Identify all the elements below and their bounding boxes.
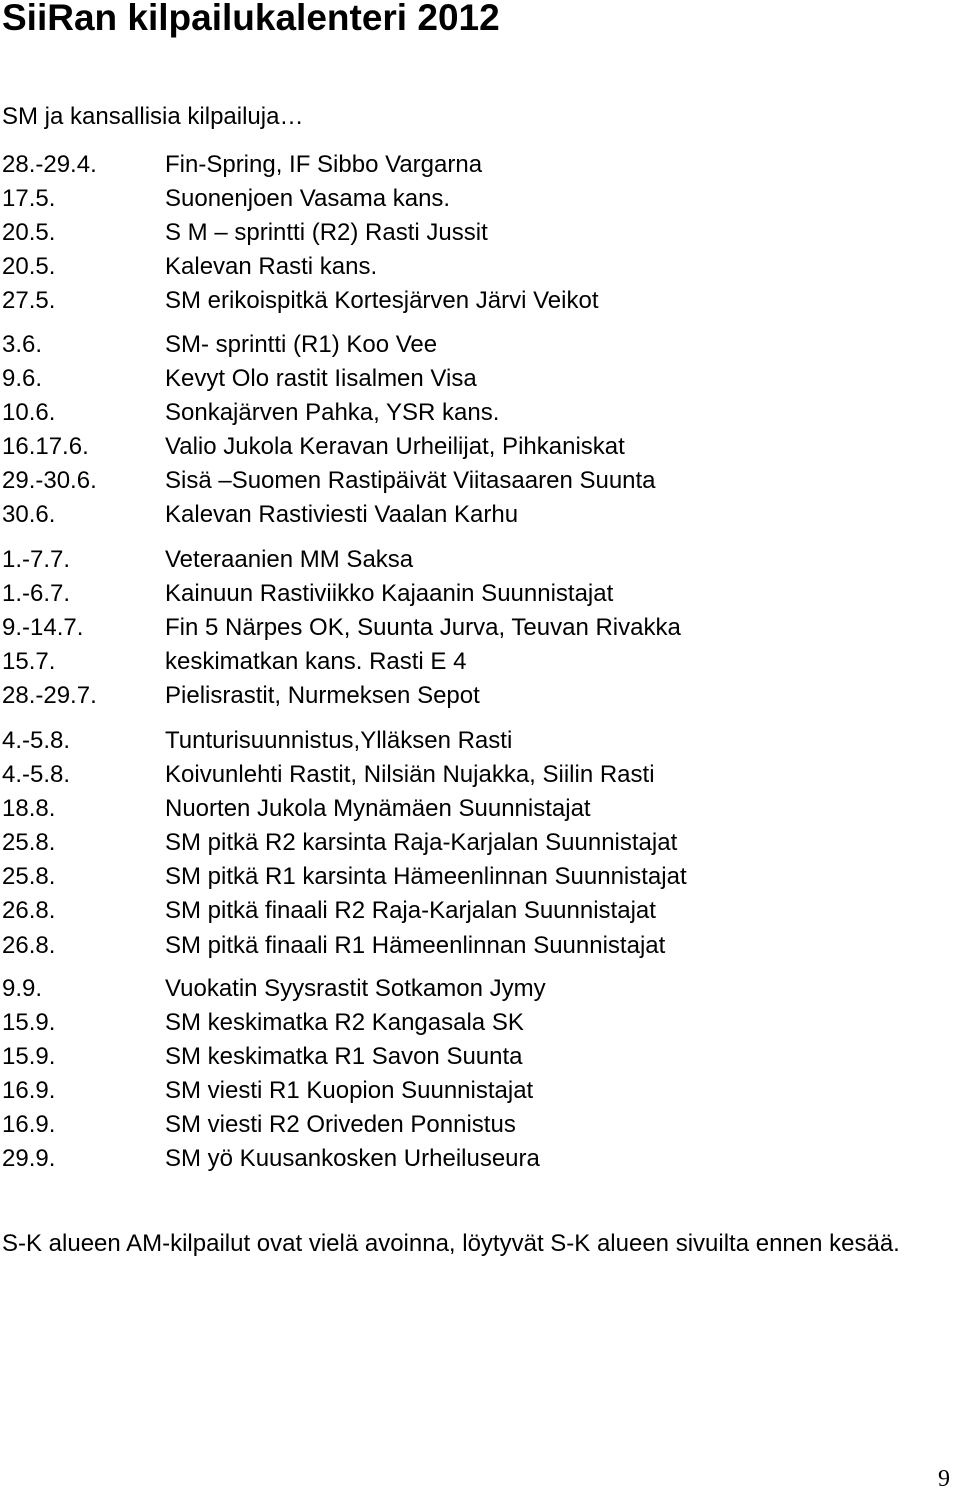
event-name: SM pitkä R2 karsinta Raja-Karjalan Suunnistajat (165, 829, 678, 857)
event-name: SM keskimatka R2 Kangasala SK (165, 1009, 524, 1037)
event-date: 9.9. (2, 975, 43, 1002)
event-date: 10.6. (2, 399, 56, 427)
event-name: SM yö Kuusankosken Urheiluseura (165, 1145, 540, 1173)
event-date: 28.-29.7. (2, 682, 97, 710)
event-name: SM erikoispitkä Kortesjärven Järvi Veikot (165, 287, 599, 315)
event-date: 25.8. (2, 863, 56, 891)
event-date: 16.17.6. (2, 433, 89, 461)
event-name: SM pitkä finaali R2 Raja-Karjalan Suunnistajat (165, 897, 656, 925)
page-number: 9 (938, 1466, 950, 1492)
event-date: 20.5. (2, 219, 56, 247)
event-date: 20.5. (2, 253, 56, 281)
event-name: Kevyt Olo rastit Iisalmen Visa (165, 365, 477, 393)
event-name: Kalevan Rasti kans. (165, 253, 378, 281)
event-name: Suonenjoen Vasama kans. (165, 185, 451, 213)
intro-text: SM ja kansallisia kilpailuja… (2, 103, 304, 130)
event-date: 26.8. (2, 897, 56, 925)
event-name: Sonkajärven Pahka, YSR kans. (165, 399, 500, 427)
event-name: SM viesti R1 Kuopion Suunnistajat (165, 1077, 534, 1105)
event-date: 30.6. (2, 501, 56, 529)
event-name: Fin-Spring, IF Sibbo Vargarna (165, 151, 483, 178)
event-name: SM pitkä R1 karsinta Hämeenlinnan Suunnistajat (165, 863, 687, 891)
event-name: Fin 5 Närpes OK, Suunta Jurva, Teuvan Rivakka (165, 614, 681, 642)
event-date: 9.-14.7. (2, 614, 84, 642)
event-name: Valio Jukola Keravan Urheilijat, Pihkaniskat (165, 433, 625, 461)
event-name: SM viesti R2 Oriveden Ponnistus (165, 1111, 516, 1139)
event-name: Kainuun Rastiviikko Kajaanin Suunnistajat (165, 580, 614, 608)
event-date: 18.8. (2, 795, 56, 823)
event-name: Vuokatin Syysrastit Sotkamon Jymy (165, 975, 546, 1002)
event-name: Tunturisuunnistus,Ylläksen Rasti (165, 727, 513, 754)
event-date: 15.9. (2, 1043, 56, 1071)
event-date: 1.-6.7. (2, 580, 71, 608)
event-date: 15.7. (2, 648, 56, 676)
event-name: SM- sprintti (R1) Koo Vee (165, 331, 438, 358)
event-date: 16.9. (2, 1077, 56, 1105)
event-name: Pielisrastit, Nurmeksen Sepot (165, 682, 480, 710)
event-date: 16.9. (2, 1111, 56, 1139)
event-date: 9.6. (2, 365, 43, 393)
event-date: 17.5. (2, 185, 56, 213)
event-date: 27.5. (2, 287, 56, 315)
footer-note: S-K alueen AM-kilpailut ovat vielä avoinna, löytyvät S-K alueen sivuilta ennen kesää. (2, 1230, 900, 1257)
event-date: 4.-5.8. (2, 727, 71, 754)
event-date: 1.-7.7. (2, 546, 71, 573)
event-name: SM pitkä finaali R1 Hämeenlinnan Suunnistajat (165, 931, 666, 959)
event-name: Nuorten Jukola Mynämäen Suunnistajat (165, 795, 591, 823)
event-date: 26.8. (2, 931, 56, 959)
event-name: S M – sprintti (R2) Rasti Jussit (165, 219, 488, 247)
event-date: 4.-5.8. (2, 761, 71, 789)
event-date: 29.-30.6. (2, 467, 97, 495)
event-date: 3.6. (2, 331, 43, 358)
page-title: SiiRan kilpailukalenteri 2012 (2, 0, 500, 38)
event-date: 15.9. (2, 1009, 56, 1037)
event-name: SM keskimatka R1 Savon Suunta (165, 1043, 523, 1071)
event-name: keskimatkan kans. Rasti E 4 (165, 648, 467, 676)
event-name: Kalevan Rastiviesti Vaalan Karhu (165, 501, 519, 529)
event-date: 29.9. (2, 1145, 56, 1173)
event-name: Koivunlehti Rastit, Nilsiän Nujakka, Siilin Rasti (165, 761, 655, 789)
event-date: 25.8. (2, 829, 56, 857)
event-date: 28.-29.4. (2, 151, 97, 178)
event-name: Veteraanien MM Saksa (165, 546, 414, 573)
event-name: Sisä –Suomen Rastipäivät Viitasaaren Suunta (165, 467, 656, 495)
